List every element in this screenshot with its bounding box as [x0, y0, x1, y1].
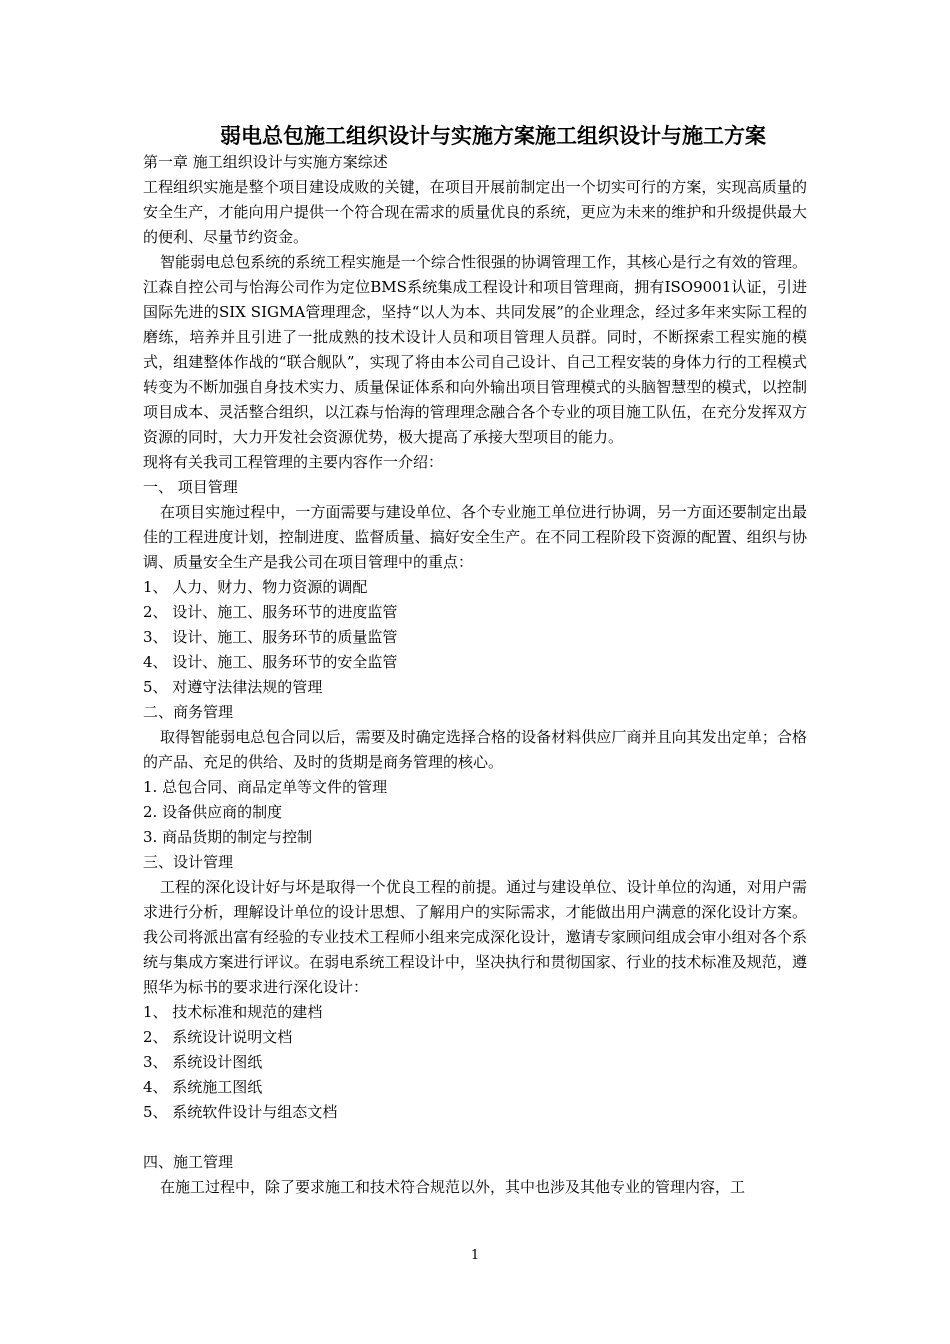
document-title: 弱电总包施工组织设计与实施方案施工组织设计与施工方案	[220, 124, 766, 148]
list-item: 1、 技术标准和规范的建档	[143, 1003, 323, 1021]
list-item: 5、 系统软件设计与组态文档	[143, 1103, 338, 1121]
blank-line	[143, 1125, 807, 1150]
list-item: 2. 设备供应商的制度	[143, 803, 283, 821]
section-paragraph: 在项目实施过程中，一方面需要与建设单位、各个专业施工单位进行协调，另一方面还要制定出最佳的工程进度计划，控制进度、监督质量、搞好安全生产。在不同工程阶段下资源的配置、组织与协调、质量安全生产是我公司在项目管理中的重点：	[143, 503, 807, 571]
list-item: 3、 设计、施工、服务环节的质量监管	[143, 628, 398, 646]
list-item: 2、 系统设计说明文档	[143, 1028, 293, 1046]
chapter-heading: 第一章 施工组织设计与实施方案综述	[143, 153, 388, 171]
list-item: 1、 人力、财力、物力资源的调配	[143, 578, 368, 596]
list-item: 5、 对遵守法律法规的管理	[143, 678, 323, 696]
list-item: 4、 设计、施工、服务环节的安全监管	[143, 653, 398, 671]
section-heading: 一、 项目管理	[143, 478, 238, 496]
intro-paragraph: 工程组织实施是整个项目建设成败的关键，在项目开展前制定出一个切实可行的方案，实现高质量的安全生产，才能向用户提供一个符合现在需求的质量优良的系统，更应为未来的维护和升级提供最大的便利、尽量节约资金。	[143, 178, 807, 246]
list-item: 3、 系统设计图纸	[143, 1053, 263, 1071]
section-paragraph: 工程的深化设计好与坏是取得一个优良工程的前提。通过与建设单位、设计单位的沟通，对用户需求进行分析，理解设计单位的设计思想、了解用户的实际需求，才能做出用户满意的深化设计方案。我公司将派出富有经验的专业技术工程师小组来完成深化设计，邀请专家顾问组成会审小组对各个系统与集成方案进行评议。在弱电系统工程设计中，坚决执行和贯彻国家、行业的技术标准及规范，遵照华为标书的要求进行深化设计：	[143, 878, 807, 996]
list-item: 3. 商品货期的制定与控制	[143, 828, 313, 846]
intro-paragraph: 现将有关我司工程管理的主要内容作一介绍：	[143, 453, 444, 471]
section-heading: 二、商务管理	[143, 703, 234, 721]
section-heading: 四、施工管理	[143, 1153, 234, 1171]
page-number: 1	[470, 1248, 480, 1263]
section-heading: 三、设计管理	[143, 853, 234, 871]
document-body	[143, 150, 807, 1200]
list-item: 2、 设计、施工、服务环节的进度监管	[143, 603, 398, 621]
section-paragraph: 取得智能弱电总包合同以后，需要及时确定选择合格的设备材料供应厂商并且向其发出定单；合格的产品、充足的供给、及时的货期是商务管理的核心。	[143, 728, 807, 771]
intro-paragraph: 智能弱电总包系统的系统工程实施是一个综合性很强的协调管理工作，其核心是行之有效的管理。江森自控公司与怡海公司作为定位BMS系统集成工程设计和项目管理商，拥有ISO9001认证，引进国际先进的SIX SIGMA管理理念，坚持“以人为本、共同发展”的企业理念，经过多年来实际工程的磨练，培养并且引进了一批成熟的技术设计人员和项目管理人员群。同时，不断探索工程实施的模式，组建整体作战的“联合舰队”，实现了将由本公司自己设计、自己工程安装的身体力行的工程模式转变为不断加强自身技术实力、质量保证体系和向外输出项目管理模式的头脑智慧型的模式，以控制项目成本、灵活整合组织，以江森与怡海的管理理念融合各个专业的项目施工队伍，在充分发挥双方资源的同时，大力开发社会资源优势，极大提高了承接大型项目的能力。	[143, 253, 807, 446]
list-item: 1. 总包合同、商品定单等文件的管理	[143, 778, 388, 796]
list-item: 4、 系统施工图纸	[143, 1078, 263, 1096]
section-paragraph: 在施工过程中，除了要求施工和技术符合规范以外，其中也涉及其他专业的管理内容，工	[160, 1178, 746, 1196]
